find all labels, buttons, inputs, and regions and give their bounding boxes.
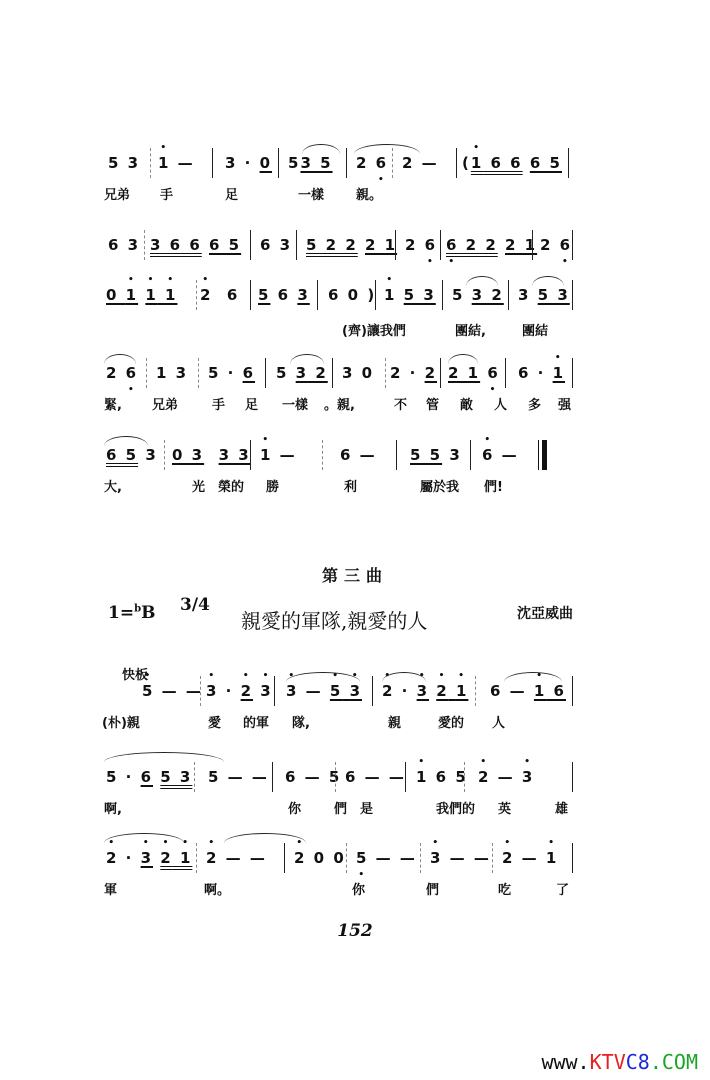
lyric: 不 (394, 398, 408, 413)
barline (572, 358, 573, 388)
staff-system-3 (100, 280, 570, 346)
barline (442, 280, 443, 310)
lyric: (齊)讓我們 (342, 324, 406, 339)
barline (200, 676, 201, 706)
barline (508, 280, 509, 310)
lyric: 團結, (455, 324, 486, 339)
lyric: 足 (245, 398, 259, 413)
measure: 5 2 2 2 1 (306, 236, 398, 254)
measure: • 2 0 0 (294, 849, 346, 867)
measure: 5 · 6 (208, 364, 256, 382)
lyric: 團結 (522, 324, 549, 339)
measure: 6 — 5 (285, 768, 342, 786)
lyric: 光 (192, 480, 206, 495)
measure: 2 6 • (405, 236, 437, 254)
measure: 5 3 2 (452, 286, 504, 304)
lyric: 一樣 (282, 398, 309, 413)
song-title: 親愛的軍隊,親愛的人 (241, 609, 428, 633)
barline (396, 440, 397, 470)
measure: 5 6 3 (258, 286, 310, 304)
measure: 5 · 6 5 3 (106, 768, 193, 786)
lyric: 足 (225, 188, 239, 203)
lyric: 一樣 (298, 188, 325, 203)
lyric: 們 (426, 883, 440, 898)
barline (475, 676, 476, 706)
lyric: 吃 (498, 883, 512, 898)
lyric: 愛的 (438, 716, 465, 731)
measure: 6 5 3 (106, 446, 158, 464)
barline (572, 762, 573, 792)
measure: • 2 · • 3 • 2 • 1 (106, 849, 192, 867)
measure: 53 5 (288, 154, 333, 172)
slur (286, 672, 360, 682)
lyric: 榮的 (218, 480, 245, 495)
measure: • 2 6 (200, 286, 239, 304)
time-signature: 3/4 (180, 595, 210, 615)
barline (164, 440, 165, 470)
watermark-ktv: KTV (589, 1050, 626, 1074)
song2-system-1 (100, 676, 570, 738)
barline (212, 148, 213, 178)
measure: 3 0 (342, 364, 375, 382)
watermark-c: C (625, 1050, 638, 1074)
measure: • 1 5 3 (384, 286, 436, 304)
measure: • 2 — • 1 (502, 849, 558, 867)
measure: 2 6 • (356, 154, 388, 172)
barline (250, 280, 251, 310)
measure: 5 • — — (356, 849, 417, 867)
lyric: 了 (556, 883, 570, 898)
barline (196, 280, 197, 310)
barline (335, 762, 336, 792)
barline (572, 230, 573, 260)
lyric: 我們的 (436, 802, 476, 817)
barline (144, 230, 145, 260)
measure: 6 · • 1 (518, 364, 565, 382)
slur (104, 436, 148, 446)
barline (440, 358, 441, 388)
barline (568, 148, 569, 178)
staff-system-5 (100, 440, 570, 502)
measure: 1 3 (156, 364, 189, 382)
lyric: 愛 (208, 716, 222, 731)
lyric: 勝 (266, 480, 280, 495)
lyric: 手 (212, 398, 226, 413)
lyric: 多 (528, 398, 542, 413)
lyric: 啊, (104, 802, 122, 817)
measure: 6 0 ) (328, 286, 377, 304)
measure: • 1 6 5 (416, 768, 468, 786)
barline (420, 843, 421, 873)
final-barline (542, 440, 547, 470)
measure: 3 · 0 (225, 154, 273, 172)
measure: 2 6 • (540, 236, 572, 254)
staff-system-4 (100, 358, 570, 420)
lyric: 人 (494, 398, 508, 413)
measure: • 3 — • 5 • 3 (286, 682, 362, 700)
section-title: 第三曲 (321, 566, 388, 585)
barline (572, 843, 573, 873)
lyric: 屬於我 (420, 480, 460, 495)
barline (385, 358, 386, 388)
barline (322, 440, 323, 470)
barline (284, 843, 285, 873)
barline (196, 843, 197, 873)
measure: 0 3 3 3 (172, 446, 251, 464)
measure: • 6 — (482, 446, 519, 464)
watermark-link[interactable] (541, 1050, 698, 1074)
measure: 2 — (402, 154, 439, 172)
barline (198, 358, 199, 388)
song2-system-2 (100, 762, 570, 824)
barline (470, 440, 471, 470)
watermark-com: .COM (649, 1050, 698, 1074)
lyric: 們 (334, 802, 348, 817)
lyric: 親。 (356, 188, 383, 203)
lyric: 手 (160, 188, 174, 203)
measure: 2 6 • (106, 364, 138, 382)
measure: • 5 — — (142, 682, 203, 700)
tempo-marking: 快板 (122, 668, 149, 683)
measure: • 1 — (260, 446, 297, 464)
tie (354, 144, 420, 154)
barline (372, 676, 373, 706)
slur (504, 672, 562, 682)
barline (572, 676, 573, 706)
barline (150, 148, 151, 178)
watermark-8: 8 (637, 1050, 650, 1074)
barline (346, 148, 347, 178)
lyric: 兄弟 (152, 398, 179, 413)
measure: 0 • 1 • 1 • 1 (106, 286, 177, 304)
barline (456, 148, 457, 178)
barline (392, 148, 393, 178)
lyric: 軍 (104, 883, 118, 898)
page-number: 152 (337, 921, 373, 941)
barline (532, 230, 533, 260)
measure: • 2 · • 3 • 2 • 1 (382, 682, 468, 700)
slur (302, 144, 340, 154)
lyric: 你 (352, 883, 366, 898)
lyric: 們! (484, 480, 503, 495)
measure: 6 3 (108, 236, 141, 254)
barline (278, 148, 279, 178)
measure: • 2 — • 3 (478, 768, 534, 786)
measure: 5 3 (108, 154, 141, 172)
lyric: 英 (498, 802, 512, 817)
measure: 6 • 2 2 2 1 (446, 236, 537, 254)
measure: 5 3 2 (276, 364, 328, 382)
barline (272, 762, 273, 792)
tie (224, 833, 306, 843)
barline (265, 358, 266, 388)
barline (405, 762, 406, 792)
key-signature: 1=$^b$B (108, 603, 156, 623)
slur (466, 276, 498, 286)
barline (505, 358, 506, 388)
lyric: 大, (104, 480, 122, 495)
barline (332, 358, 333, 388)
measure: 3 6 6 6 5 (150, 236, 242, 254)
song2-system-3 (100, 843, 570, 905)
lyric: 利 (344, 480, 358, 495)
barline (440, 230, 441, 260)
measure: 6 — • 1 6 (490, 682, 566, 700)
measure: 2 · 2 (390, 364, 438, 382)
composer: 沈亞威曲 (517, 606, 573, 622)
barline (146, 358, 147, 388)
lyric: 。親, (324, 398, 355, 413)
slur (104, 833, 184, 843)
slur (104, 354, 136, 364)
slur (104, 752, 224, 762)
slur (290, 354, 324, 364)
measure: 3 5 3 (518, 286, 570, 304)
measure: • 3 · • 2 • 3 (206, 682, 273, 700)
measure: 6 — (340, 446, 377, 464)
measure: • 2 — — (206, 849, 267, 867)
barline (194, 762, 195, 792)
barline (464, 762, 465, 792)
lyric: 你 (288, 802, 302, 817)
lyric: 的軍 (243, 716, 270, 731)
lyric: 强 (558, 398, 572, 413)
lyric: 兄弟 (104, 188, 131, 203)
watermark-prefix: www. (541, 1050, 590, 1074)
slur (532, 276, 564, 286)
barline (572, 280, 573, 310)
measure: 6 — — (345, 768, 406, 786)
measure: 6 3 (260, 236, 293, 254)
measure: • 3 — — (430, 849, 491, 867)
barline (395, 230, 396, 260)
song-header (108, 595, 573, 635)
staff-system-1 (100, 148, 570, 210)
barline (250, 440, 251, 470)
lyric: 啊。 (204, 883, 231, 898)
slur (448, 354, 478, 364)
lyric: 管 (426, 398, 440, 413)
lyric: 是 (360, 802, 374, 817)
barline (317, 280, 318, 310)
barline (346, 843, 347, 873)
measure: • 1 — (158, 154, 195, 172)
final-barline (538, 440, 539, 470)
lyric: 隊, (292, 716, 310, 731)
measure: 2 1 6 • (448, 364, 500, 382)
barline (375, 280, 376, 310)
barline (296, 230, 297, 260)
staff-system-2 (100, 230, 573, 260)
lyric: 人 (492, 716, 506, 731)
measure: 5 5 3 (410, 446, 462, 464)
measure: (• 1 6 6 6 5 (462, 154, 562, 172)
lyric: 緊, (104, 398, 122, 413)
barline (274, 676, 275, 706)
measure: 5 — — (208, 768, 269, 786)
lyric: 雄 (555, 802, 569, 817)
lyric: 親 (388, 716, 402, 731)
lyric: 敵 (460, 398, 474, 413)
lyric: (朴)親 (102, 716, 140, 731)
barline (250, 230, 251, 260)
barline (492, 843, 493, 873)
